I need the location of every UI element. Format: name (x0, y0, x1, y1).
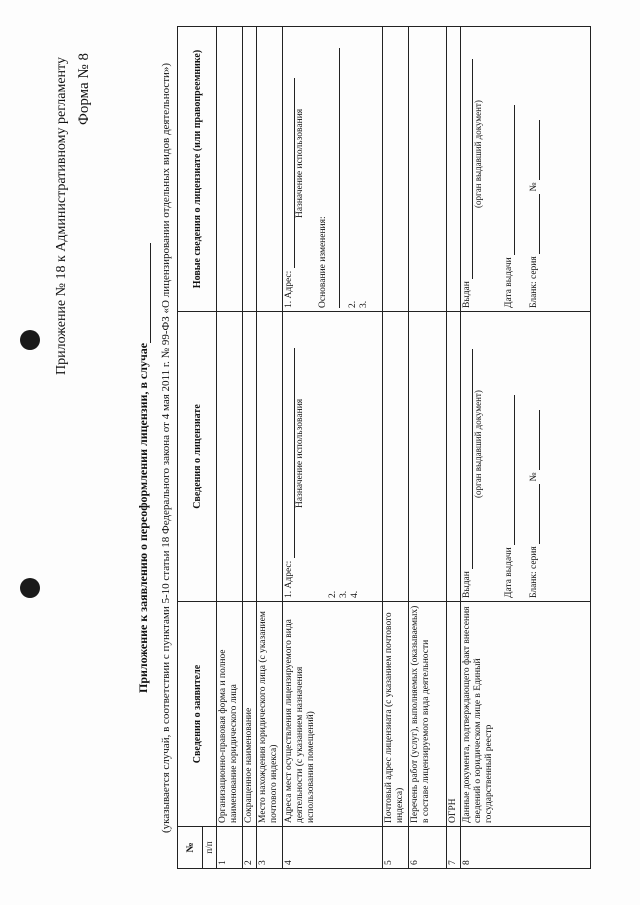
table-header-row (178, 27, 203, 869)
row-num: 1 (217, 827, 243, 869)
row-label: ОГРН (447, 602, 461, 827)
new-cell (383, 27, 409, 312)
licensee-cell (257, 312, 283, 602)
form-subtitle: (указывается случай, в соответствии с пунктами 5-10 статьи 18 Федерального закона от 4 мая 2011 г. № 99-ФЗ «О лицензировании отдельных видов деятельности») (160, 62, 172, 833)
form-number: Форма № 8 (76, 53, 92, 125)
rotated-form (0, 5, 640, 905)
header-num-sub: п/п (203, 827, 217, 869)
row-label: Место нахождения юридического лица (с указанием почтового индекса) (257, 602, 283, 827)
licensee-cell (409, 312, 447, 602)
licensee-cell (383, 312, 409, 602)
licensee-cell (217, 312, 243, 602)
licensee-cell (243, 312, 257, 602)
row-num: 7 (447, 827, 461, 869)
new-cell (447, 27, 461, 312)
table-row (257, 27, 283, 869)
table-row (243, 27, 257, 869)
new-cell (257, 27, 283, 312)
new-registration-doc: Выдан (орган выдавший документ) Дата выдачи Бланк: серия № (461, 27, 591, 312)
table-row (409, 27, 447, 869)
row-num: 6 (409, 827, 447, 869)
row-label: Организационно-правовая форма и полное наименование юридического лица (217, 602, 243, 827)
new-cell (217, 27, 243, 312)
row-num: 5 (383, 827, 409, 869)
licensee-cell (447, 312, 461, 602)
row-num: 8 (461, 827, 591, 869)
licensee-addresses: 1. Адрес: Назначение использования 2. 3. 4. (283, 312, 383, 602)
table-row (447, 27, 461, 869)
new-cell (243, 27, 257, 312)
row-label: Перечень работ (услуг), выполняемых (оказываемых) в составе лицензируемого вида деятельности (409, 602, 447, 827)
row-label: Почтовый адрес лицензиата (с указанием почтового индекса) (383, 602, 409, 827)
new-cell (409, 27, 447, 312)
row-label: Данные документа, подтверждающего факт внесения сведений о юридическом лице в Единый государственный реестр (461, 602, 591, 827)
header-licensee: Сведения о лицензиате (178, 312, 217, 602)
row-label: Сокращенное наименование (243, 602, 257, 827)
licensee-registration-doc: Выдан (орган выдавший документ) Дата выдачи Бланк: серия № (461, 312, 591, 602)
table-row (217, 27, 243, 869)
table-row (283, 27, 383, 869)
row-num: 3 (257, 827, 283, 869)
header-new-info: Новые сведения о лицензиате (или правопреемнике) (178, 27, 217, 312)
header-applicant: Сведения о заявителе (178, 602, 217, 827)
row-label: Адреса мест осуществления лицензируемого вида деятельности (с указанием назначения использования помещений) (283, 602, 383, 827)
row-num: 4 (283, 827, 383, 869)
form-table (177, 26, 591, 869)
header-num: № (178, 827, 203, 869)
table-row (383, 27, 409, 869)
table-row (461, 27, 591, 869)
appendix-header: Приложение № 18 к Административному регламенту (54, 57, 69, 375)
row-num: 2 (243, 827, 257, 869)
form-title: Приложение к заявлению о переоформлении лицензии, в случае (136, 243, 151, 693)
new-addresses: 1. Адрес: Назначение использования Основание изменения: 2. 3. (283, 27, 383, 312)
